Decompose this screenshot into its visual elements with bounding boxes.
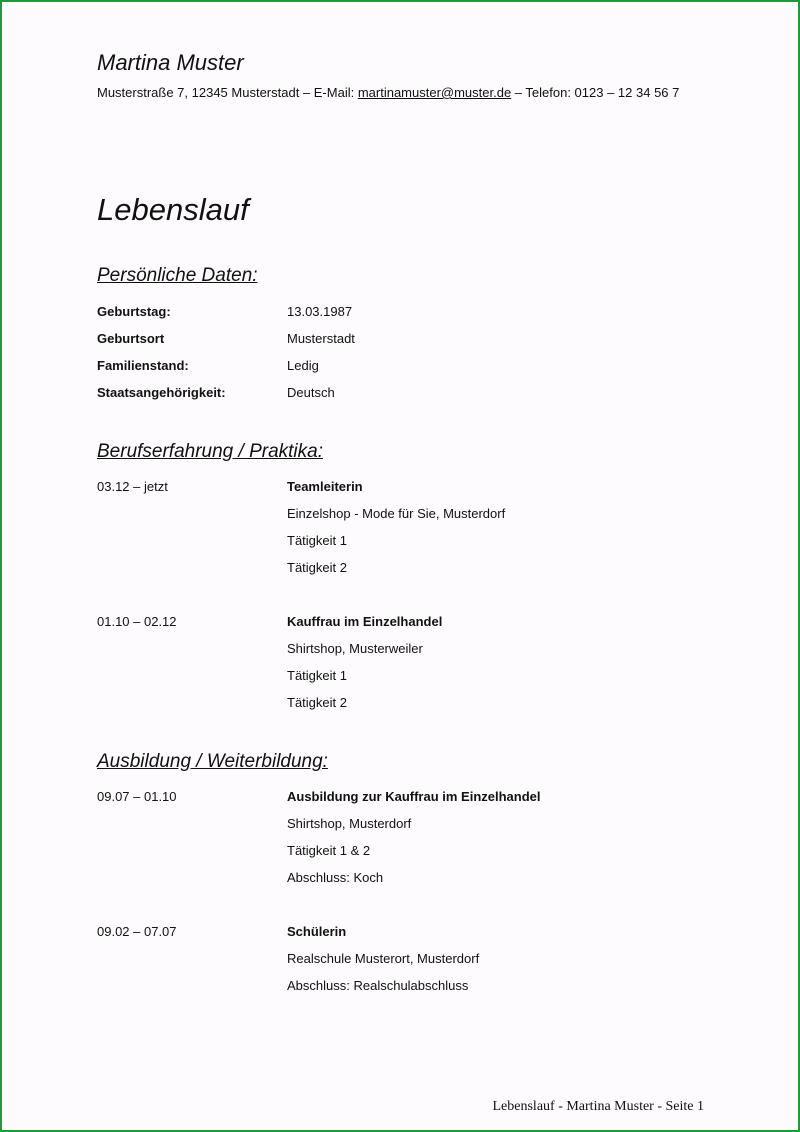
education-entry-line	[97, 978, 737, 998]
experience-entry-line	[97, 695, 737, 715]
education-entry-header	[97, 789, 737, 809]
personal-value: Ledig	[287, 358, 319, 373]
experience-entry-line	[97, 560, 737, 580]
contact-line	[97, 85, 679, 100]
section-heading-personal: Persönliche Daten:	[97, 265, 258, 286]
phone-text: – Telefon: 0123 – 12 34 56 7	[511, 85, 680, 100]
entry-period: 01.10 – 02.12	[97, 614, 177, 629]
entry-title: Kauffrau im Einzelhandel	[287, 614, 443, 629]
personal-value: Deutsch	[287, 385, 335, 400]
entry-detail: Einzelshop - Mode für Sie, Musterdorf	[287, 506, 506, 521]
personal-row	[97, 304, 737, 324]
experience-entry-line	[97, 668, 737, 688]
personal-row	[97, 358, 737, 378]
entry-detail: Abschluss: Realschulabschluss	[287, 978, 469, 993]
personal-label: Familienstand:	[97, 358, 189, 373]
applicant-name: Martina Muster	[97, 50, 244, 75]
personal-row	[97, 385, 737, 405]
entry-detail: Tätigkeit 1	[287, 533, 347, 548]
personal-row	[97, 331, 737, 351]
education-entry-line	[97, 870, 737, 890]
entry-detail: Shirtshop, Musterweiler	[287, 641, 423, 656]
experience-entry-header	[97, 479, 737, 499]
personal-label: Staatsangehörigkeit:	[97, 385, 226, 400]
entry-period: 09.07 – 01.10	[97, 789, 177, 804]
personal-value: 13.03.1987	[287, 304, 353, 319]
document-title: Lebenslauf	[97, 192, 249, 227]
section-heading-education: Ausbildung / Weiterbildung:	[97, 751, 328, 772]
entry-title: Teamleiterin	[287, 479, 363, 494]
education-entry-header	[97, 924, 737, 944]
entry-detail: Tätigkeit 1	[287, 668, 347, 683]
experience-entry-header	[97, 614, 737, 634]
experience-entry-line	[97, 506, 737, 526]
entry-title: Ausbildung zur Kauffrau im Einzelhandel	[287, 789, 541, 804]
education-entry-line	[97, 951, 737, 971]
personal-value: Musterstadt	[287, 331, 355, 346]
personal-label: Geburtstag:	[97, 304, 171, 319]
page-footer: Lebenslauf - Martina Muster - Seite 1	[492, 1099, 704, 1114]
address-text: Musterstraße 7, 12345 Musterstadt – E-Mail:	[97, 85, 358, 100]
entry-detail: Realschule Musterort, Musterdorf	[287, 951, 480, 966]
experience-entry-line	[97, 641, 737, 661]
section-heading-experience: Berufserfahrung / Praktika:	[97, 441, 323, 462]
education-entry-line	[97, 843, 737, 863]
entry-title: Schülerin	[287, 924, 347, 939]
entry-detail: Tätigkeit 1 & 2	[287, 843, 371, 858]
email-link[interactable]: martinamuster@muster.de	[357, 85, 512, 100]
entry-detail: Shirtshop, Musterdorf	[287, 816, 412, 831]
entry-period: 03.12 – jetzt	[97, 479, 168, 494]
entry-detail: Tätigkeit 2	[287, 560, 347, 575]
entry-period: 09.02 – 07.07	[97, 924, 177, 939]
education-entry-line	[97, 816, 737, 836]
entry-detail: Tätigkeit 2	[287, 695, 347, 710]
experience-entry-line	[97, 533, 737, 553]
personal-label: Geburtsort	[97, 331, 165, 346]
entry-detail: Abschluss: Koch	[287, 870, 384, 885]
